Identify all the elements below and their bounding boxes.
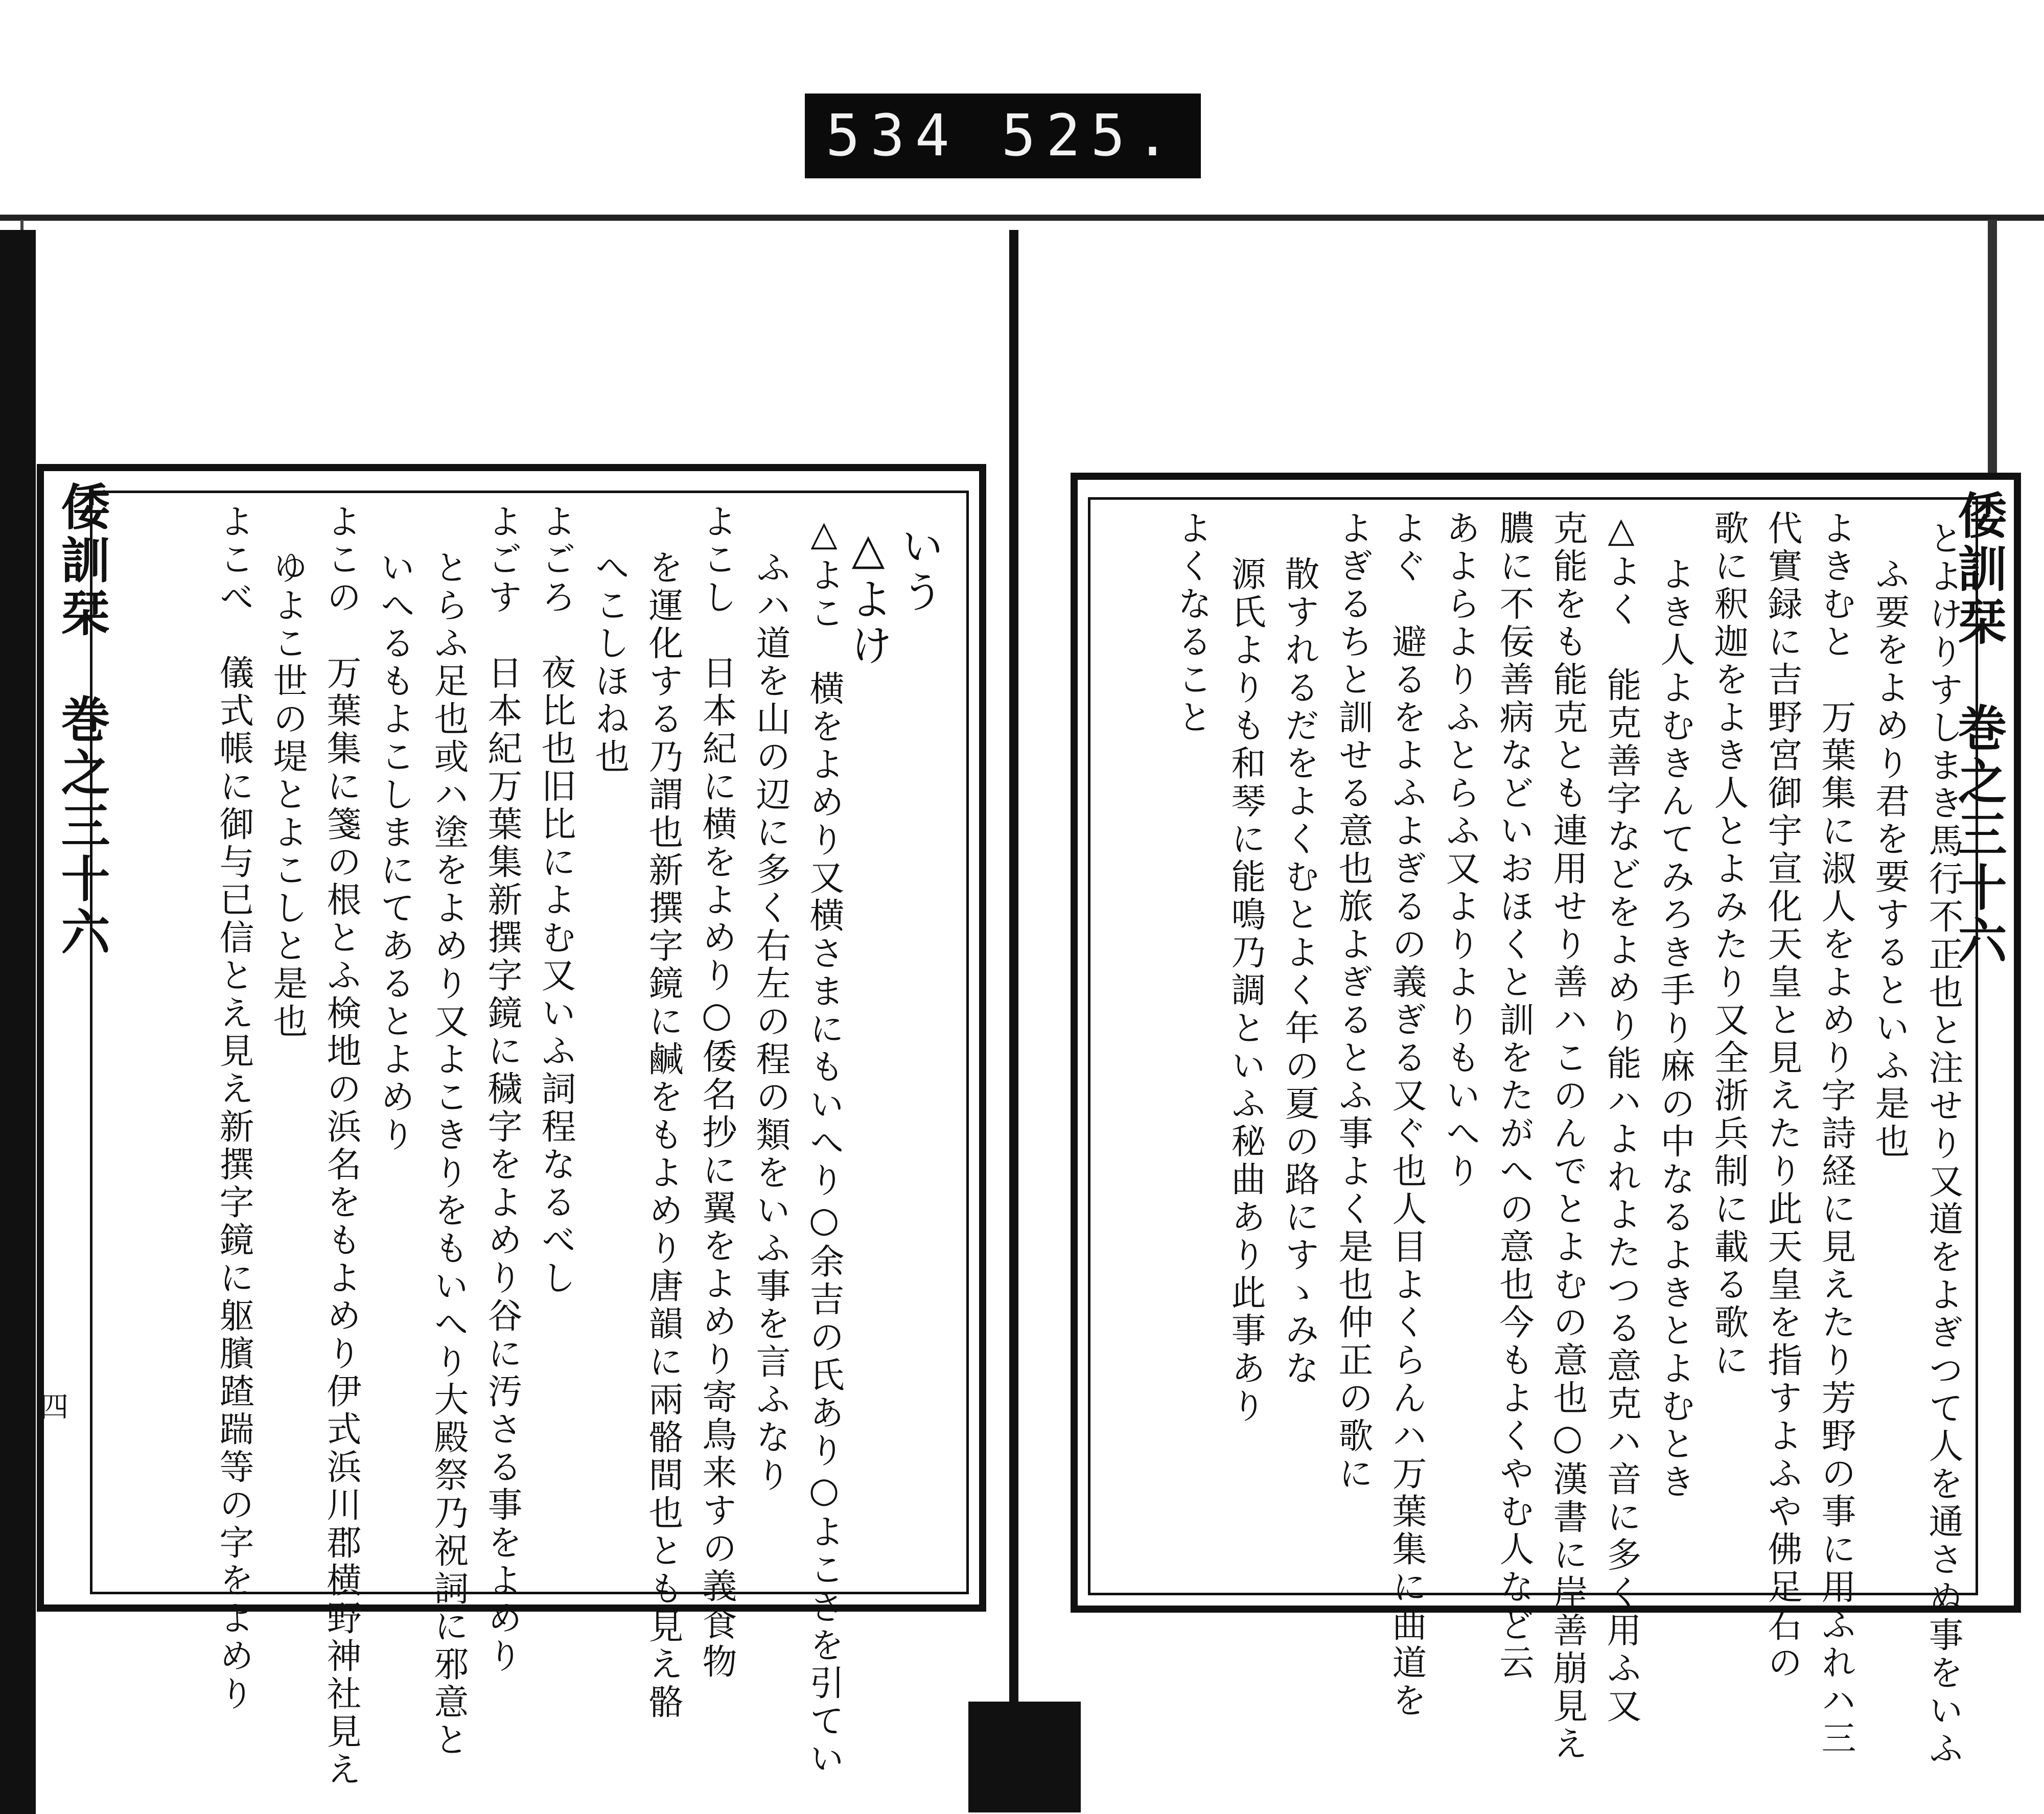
left-text-block bbox=[90, 491, 969, 1789]
text-column: へこしほね也 bbox=[589, 549, 630, 776]
left-page-frame bbox=[37, 464, 986, 1789]
text-column: 克能をも能克とも連用せり善ハこのんでとよむの意也○漢書に岸善崩見え bbox=[1547, 510, 1588, 1763]
text-column: ふ要をよめり君を要するといふ是也 bbox=[1869, 556, 1910, 1161]
text-column: 散すれるだをよくむとよく年の夏の路にすゝみな bbox=[1279, 556, 1319, 1388]
text-column: 膿に不佞善病などいおほくと訓をたがへの意也今もよくやむ人など云 bbox=[1494, 510, 1534, 1682]
page-gutter bbox=[1009, 230, 1018, 1712]
text-column: よきむと 万葉集に淑人をよめり字詩経に見えたり芳野の事に用ふれハ三 bbox=[1816, 510, 1856, 1758]
left-catalog-number: 534 bbox=[825, 103, 960, 169]
book-spine-shadow bbox=[0, 230, 36, 1814]
text-column: 代實録に吉野宮御宇宣化天皇と見えたり此天皇を指すよふや佛足石の bbox=[1762, 510, 1802, 1682]
text-column: よぎるちと訓せる意也旅よぎるとふ事よく是也仲正の歌に bbox=[1333, 510, 1373, 1493]
text-column: ゆよこ世の堤とよこしと是也 bbox=[267, 549, 308, 1041]
text-column: とよけりすしまき馬行不正也と注せり又道をよぎつて人を通さぬ事をいふ bbox=[1923, 520, 1963, 1768]
text-column: あよらよりふとらふ又よりよりもいへり bbox=[1440, 510, 1480, 1191]
left-page-number: 四 bbox=[40, 1391, 68, 1424]
text-column: いう bbox=[894, 524, 944, 616]
left-title-band: 倭訓栞 巻之三十六 bbox=[53, 481, 111, 960]
text-column: よこべ 儀式帳に御与已信とえ見え新撰字鏡に躯臏蹅踹等の字をよめり bbox=[214, 503, 254, 1713]
text-column: よぐ 避るをよふよぎるの義ぎる又ぐ也人目よくらんハ万葉集に曲道を bbox=[1386, 510, 1427, 1720]
right-text-block bbox=[1088, 497, 1978, 1768]
text-column: よこし 日本紀に横をよめり○倭名抄に翼をよめり寄鳥来すの義食物 bbox=[696, 503, 737, 1681]
text-column: とらふ足也或ハ塗をよめり又よこきりをもいへり大殿祭乃祝詞に邪意と bbox=[428, 549, 469, 1759]
text-column: いへるもよこしまにてあるとよめり bbox=[375, 549, 415, 1154]
text-column: 歌に釈迦をよき人とよみたり又全浙兵制に載る歌に bbox=[1708, 510, 1749, 1380]
text-column: よごす 日本紀万葉集新撰字鏡に穢字をよめり谷に汚さる事をよめり bbox=[482, 503, 522, 1676]
text-column: △よく 能克善字などをよめり能ハよれよたつる意克ハ音に多く用ふ又 bbox=[1601, 510, 1641, 1726]
right-title-band: 倭訓栞 巻之三十六 bbox=[1950, 490, 2008, 968]
text-column: よき人よむきんてみろき手り麻の中なるよきとよむとき bbox=[1655, 556, 1695, 1501]
text-column: よごろ 夜比也旧比によむ又いふ詞程なるべし bbox=[536, 503, 576, 1297]
text-column: △よけ bbox=[843, 524, 893, 669]
gutter-block bbox=[968, 1702, 1081, 1812]
text-column: ふハ道を山の辺に多く右左の程の類をいふ事を言ふなり bbox=[750, 549, 791, 1495]
text-column: を運化する乃謂也新撰字鏡に鹹をもよめり唐韻に兩骼間也とも見え骼 bbox=[643, 549, 683, 1722]
catalog-number-plate bbox=[805, 94, 1201, 178]
text-column: よくなること bbox=[1172, 510, 1212, 737]
right-catalog-number: 525. bbox=[1001, 103, 1180, 169]
text-column: △よこ 横をよめり又横さまにもいへり○余吉の氏あり○よこさを引てい bbox=[804, 514, 844, 1778]
right-page-frame bbox=[1071, 473, 2021, 1768]
text-column: よこの 万葉集に箋の根とふ検地の浜名をもよめり伊式浜川郡横野神社見え bbox=[321, 503, 361, 1789]
text-column: 源氏よりも和琴に能鳴乃調といふ秘曲あり此事あり bbox=[1225, 556, 1266, 1426]
